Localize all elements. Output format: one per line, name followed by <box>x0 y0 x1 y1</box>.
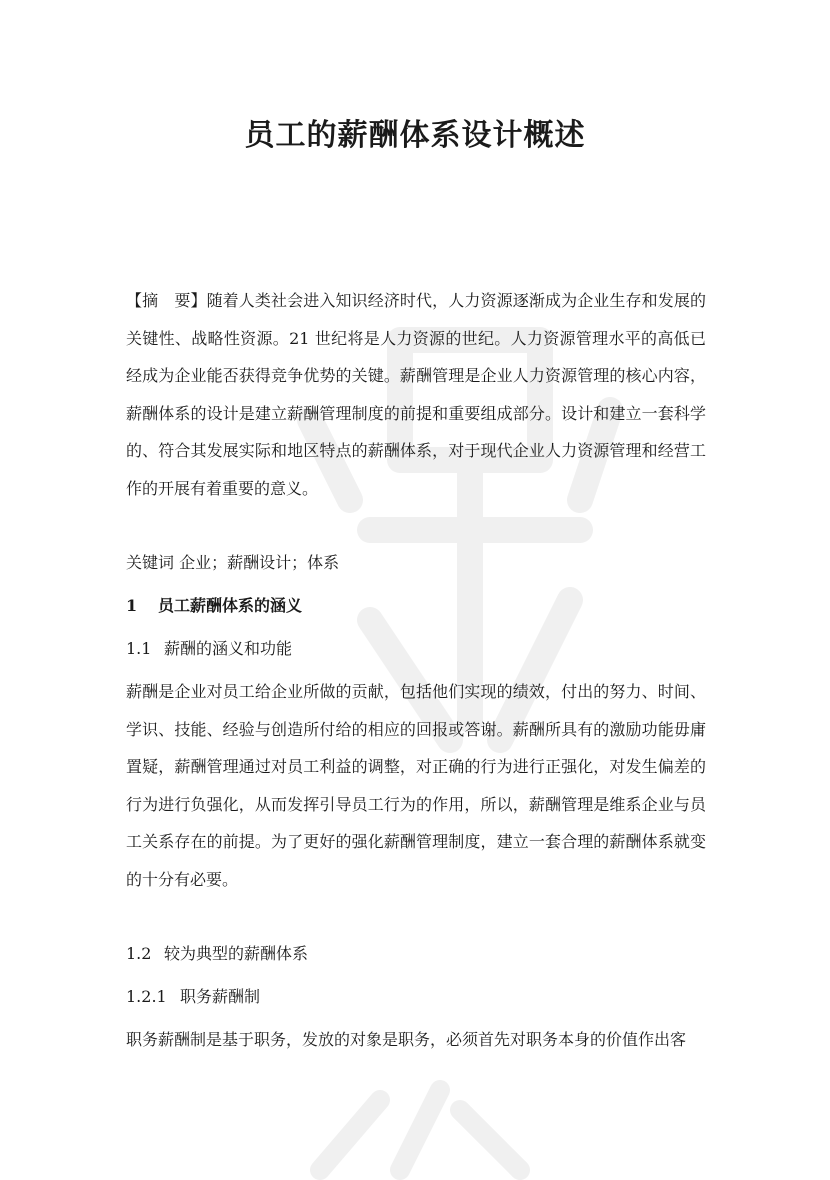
section-1-1-title: 薪酬的涵义和功能 <box>164 639 293 658</box>
section-1-1-heading <box>126 630 292 668</box>
section-1-2-heading <box>126 935 308 973</box>
section-1-2-1-heading <box>126 978 260 1016</box>
section-1-2-1-title: 职务薪酬制 <box>180 987 261 1006</box>
section-1-number: 1 <box>126 596 138 615</box>
section-1-2-1-number: 1.2.1 <box>126 987 167 1006</box>
salary-definition-paragraph: 薪酬是企业对员工给企业所做的贡献，包括他们实现的绩效，付出的努力、时间、学识、技能、经验与创造所付给的相应的回报或答谢。薪酬所具有的激励功能毋庸置疑，薪酬管理通过对员工利益的调整，对正确的行为进行正强化，对发生偏差的行为进行负强化，从而发挥引导员工行为的作用，所以，薪酬管理是维系企业与员工关系存在的前提。为了更好的强化薪酬管理制度，建立一套合理的薪酬体系就变的十分有必要。 <box>126 682 706 889</box>
position-salary-paragraph: 职务薪酬制是基于职务，发放的对象是职务，必须首先对职务本身的价值作出客 <box>126 1030 687 1049</box>
section-1-heading <box>126 587 302 625</box>
keywords-line: 关键词 企业；薪酬设计；体系 <box>126 553 340 572</box>
watermark-graphic-bottom <box>300 1070 540 1180</box>
section-1-2-title: 较为典型的薪酬体系 <box>164 944 309 963</box>
document-title: 员工的薪酬体系设计概述 <box>244 118 586 153</box>
section-1-1-number: 1.1 <box>126 639 152 658</box>
abstract-paragraph: 【摘 要】随着人类社会进入知识经济时代，人力资源逐渐成为企业生存和发展的关键性、战略性资源。21 世纪将是人力资源的世纪。人力资源管理水平的高低已经成为企业能否获得竞争优势的关键。薪酬管理是企业人力资源管理的核心内容，薪酬体系的设计是建立薪酬管理制度的前提和重要组成部分。设计和建立一套科学的、符合其发展实际和地区特点的薪酬体系，对于现代企业人力资源管理和经营工作的开展有着重要的意义。 <box>126 291 706 498</box>
section-1-2-number: 1.2 <box>126 944 152 963</box>
section-1-title: 员工薪酬体系的涵义 <box>158 596 303 615</box>
